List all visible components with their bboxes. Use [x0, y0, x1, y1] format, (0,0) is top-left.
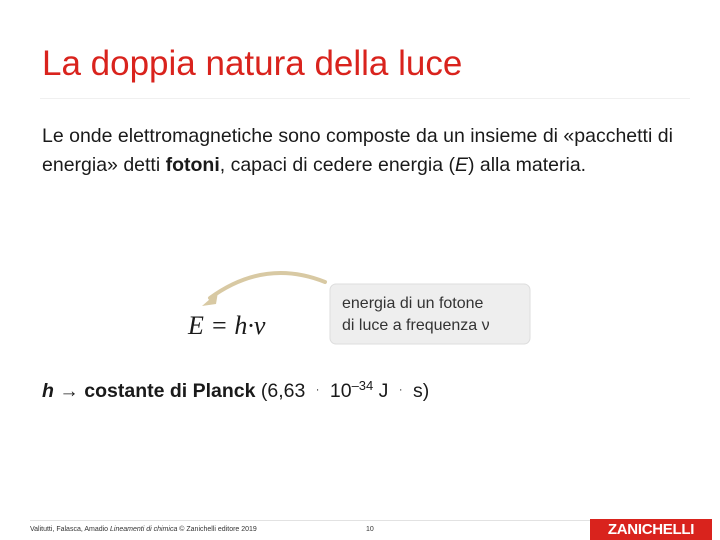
- formula-text: E = h·ν: [188, 311, 266, 340]
- page-number: 10: [366, 526, 374, 533]
- planck-symbol: h: [42, 380, 54, 402]
- intro-text-2: , capaci di cedere energia (: [219, 154, 455, 176]
- footer-divider: [30, 520, 590, 521]
- multiply-dot-2: ·: [398, 384, 403, 396]
- footer-credit-publisher: © Zanichelli editore 2019: [177, 526, 257, 533]
- planck-unit-s: s): [407, 380, 430, 402]
- callout-box: [330, 284, 530, 344]
- planck-base: 10: [324, 380, 352, 402]
- title-divider: [40, 98, 690, 99]
- intro-paragraph: [42, 122, 692, 180]
- planck-value-open: (6,63: [255, 380, 311, 402]
- callout-line-2: di luce a frequenza ν: [342, 317, 490, 334]
- footer-credit-book: Lineamenti di chimica: [110, 526, 178, 533]
- intro-bold-fotoni: fotoni: [165, 154, 220, 176]
- callout-line-1: energia di un fotone: [342, 295, 484, 312]
- footer-credit: [30, 526, 257, 533]
- intro-text-1: Le onde elettromagnetiche sono composte da un insieme di «pacchetti di energia» detti: [42, 125, 673, 176]
- curved-arrow-icon: [210, 273, 325, 298]
- multiply-dot-1: ·: [315, 384, 320, 396]
- intro-text-3: ) alla materia.: [467, 154, 587, 176]
- planck-exponent: –34: [351, 378, 374, 393]
- formula-figure: [170, 262, 540, 362]
- planck-label: → costante di Planck: [53, 380, 256, 402]
- intro-italic-e: E: [454, 154, 468, 176]
- slide-title: La doppia natura della luce: [42, 44, 463, 83]
- planck-unit-j: J: [373, 380, 394, 402]
- planck-constant-line: [42, 378, 429, 403]
- zanichelli-logo: ZANICHELLI: [590, 519, 712, 540]
- arrow-head-icon: [202, 292, 218, 306]
- footer-credit-authors: Valitutti, Falasca, Amadio: [30, 526, 111, 533]
